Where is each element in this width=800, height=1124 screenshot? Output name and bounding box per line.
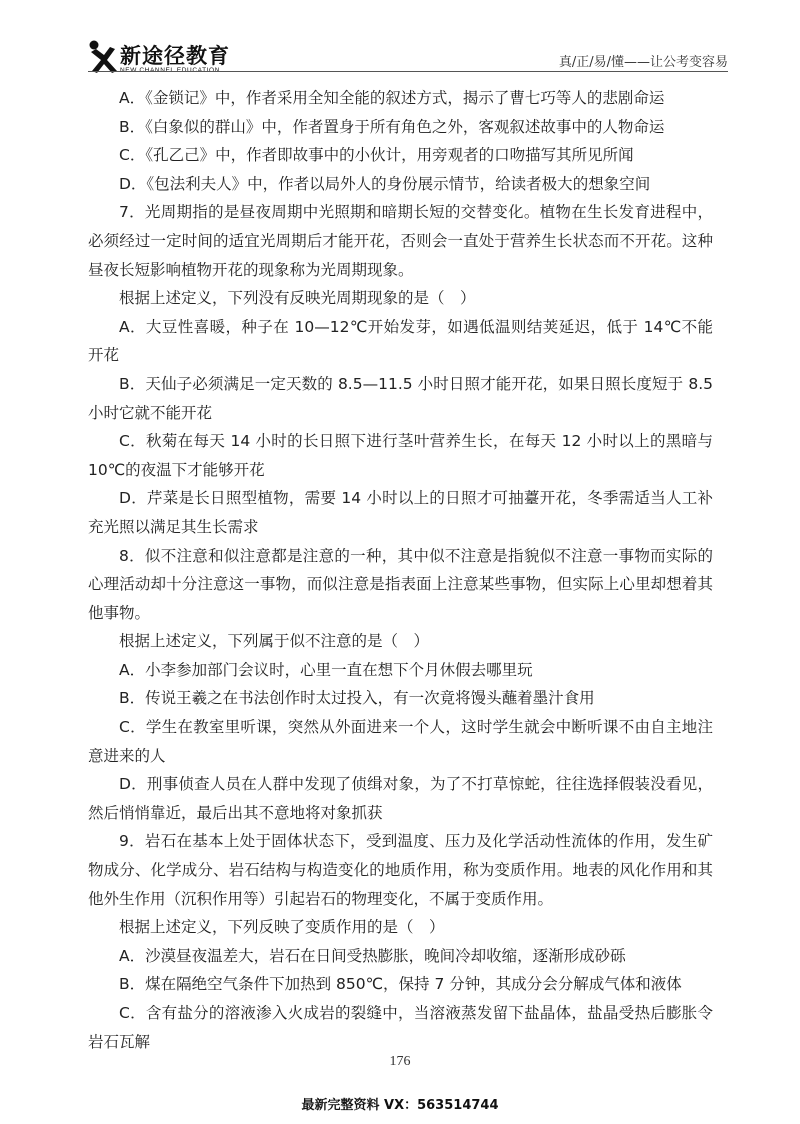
option-c-kongyiji: C．《孔乙己》中，作者即故事中的小伙计，用旁观者的口吻描写其所见所闻 — [119, 146, 634, 165]
question-8-option-a: A．小李参加部门会议时，心里一直在想下个月休假去哪里玩 — [119, 660, 533, 679]
header-divider — [88, 71, 728, 72]
logo-text: 新途径教育 — [120, 44, 230, 68]
option-b-baixiang: B．《白象似的群山》中，作者置身于所有角色之外，客观叙述故事中的人物命运 — [119, 117, 665, 136]
option-d-baofali: D．《包法利夫人》中，作者以局外人的身份展示情节，给读者极大的想象空间 — [119, 174, 651, 193]
question-8-option-b: B．传说王羲之在书法创作时太过投入，有一次竟将馒头蘸着墨汁食用 — [119, 689, 595, 708]
option-a-jinsuoji: A．《金锁记》中，作者采用全知全能的叙述方式，揭示了曹七巧等人的悲剧命运 — [119, 89, 665, 107]
question-7-option-d: D．芹菜是长日照型植物，需要 14 小时以上的日照才可抽薹开花，冬季需适当人工补充光照以满足其生长需求 — [88, 489, 713, 536]
header-slogan: 真/正/易/懂——让公考变容易 — [558, 55, 728, 70]
question-9-stem: 9．岩石在基本上处于固体状态下，受到温度、压力及化学活动性流体的作用，发生矿物成分、化学成分、岩石结构与构造变化的地质作用，称为变质作用。地表的风化作用和其他外生作用（沉积作用等）引起岩石的物理变化，不属于变质作用。 — [88, 832, 713, 908]
question-8-stem: 8．似不注意和似注意都是注意的一种，其中似不注意是指貌似不注意一事物而实际的心理活动却十分注意这一事物，而似注意是指表面上注意某些事物，但实际上心里却想着其他事物。 — [88, 546, 713, 622]
logo — [88, 38, 258, 78]
question-8-prompt: 根据上述定义，下列属于似不注意的是（ ） — [119, 632, 430, 651]
question-7-option-a: A．大豆性喜暖，种子在 10—12℃开始发芽，如遇低温则结荚延迟，低于 14℃不能开花 — [88, 317, 713, 365]
question-8-option-c: C．学生在教室里听课，突然从外面进来一个人，这时学生就会中断听课不由自主地注意进来的人 — [88, 718, 713, 765]
question-8-option-d: D．刑事侦查人员在人群中发现了侦缉对象，为了不打草惊蛇，往往选择假装没看见，然后悄悄靠近，最后出其不意地将对象抓获 — [88, 775, 713, 822]
page-body — [88, 84, 713, 1056]
logo-x-icon — [88, 40, 118, 74]
question-9-option-a: A．沙漠昼夜温差大，岩石在日间受热膨胀，晚间冷却收缩，逐渐形成砂砾 — [119, 946, 626, 965]
question-9-option-c: C．含有盐分的溶液渗入火成岩的裂缝中，当溶液蒸发留下盐晶体，盐晶受热后膨胀令岩石瓦解 — [88, 1004, 713, 1051]
question-9-prompt: 根据上述定义，下列反映了变质作用的是（ ） — [119, 918, 445, 937]
question-9-option-b: B．煤在隔绝空气条件下加热到 850℃，保持 7 分钟，其成分会分解成气体和液体 — [119, 975, 682, 994]
page-header — [88, 38, 728, 78]
question-7-option-b: B．天仙子必须满足一定天数的 8.5—11.5 小时日照才能开花，如果日照长度短于 8.5 小时它就不能开花 — [88, 374, 713, 422]
question-7-option-c: C．秋菊在每天 14 小时的长日照下进行茎叶营养生长，在每天 12 小时以上的黑暗与 10℃的夜温下才能够开花 — [88, 432, 713, 479]
page-number: 176 — [389, 1054, 411, 1069]
question-7-prompt: 根据上述定义，下列没有反映光周期现象的是（ ） — [119, 289, 476, 308]
footer-contact-note: 最新完整资料 VX：563514744 — [301, 1098, 499, 1113]
question-7-stem: 7．光周期指的是昼夜周期中光照期和暗期长短的交替变化。植物在生长发育进程中，必须经过一定时间的适宜光周期后才能开花，否则会一直处于营养生长状态而不开花。这种昼夜长短影响植物开花的现象称为光周期现象。 — [88, 203, 713, 279]
